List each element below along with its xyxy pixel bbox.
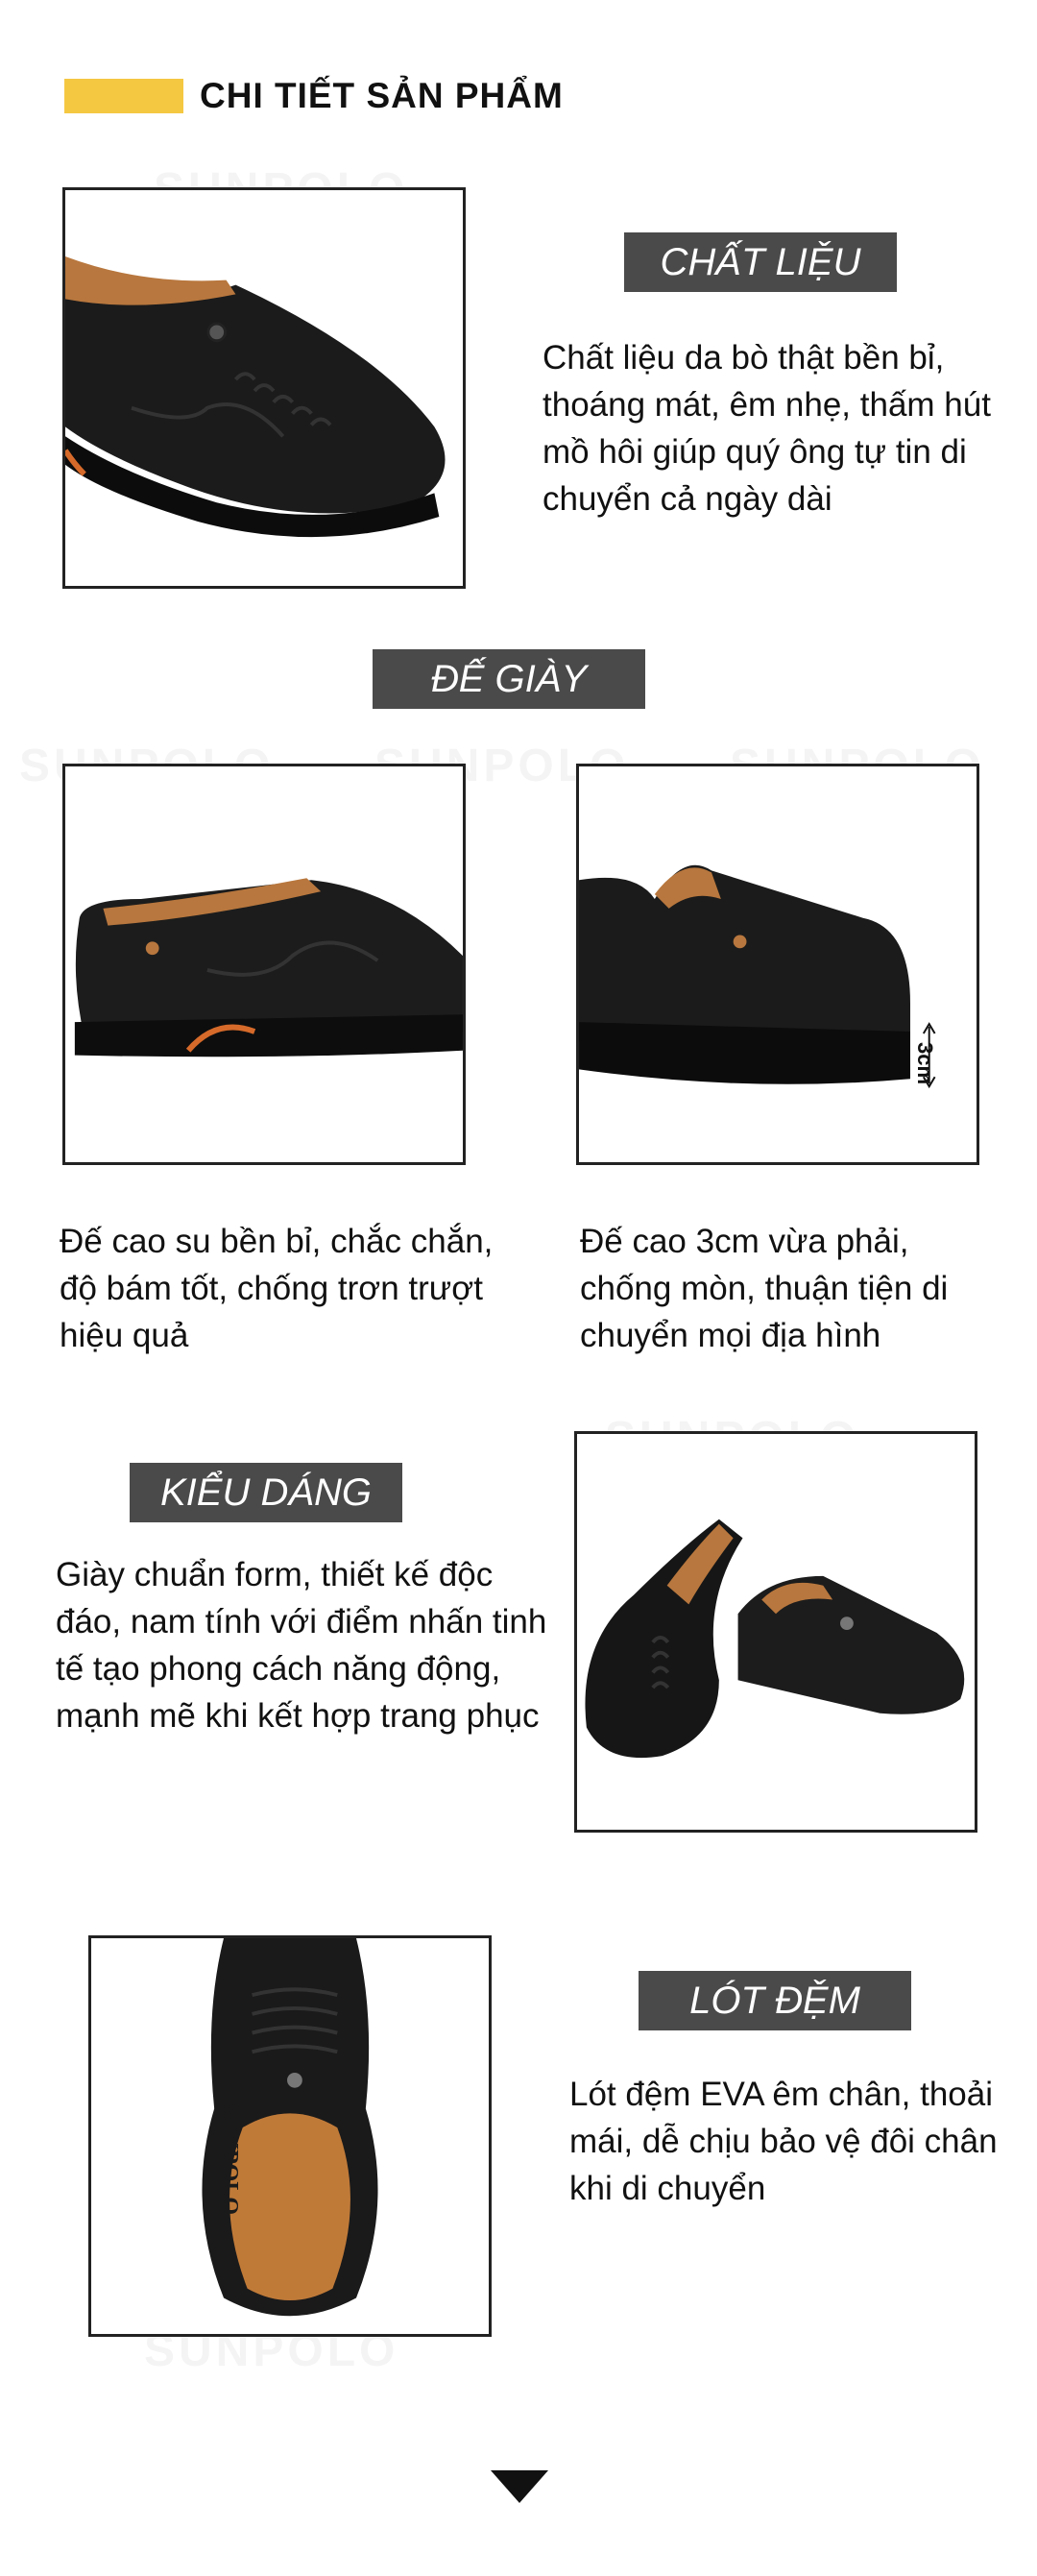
material-label: CHẤT LIỆU — [624, 232, 897, 292]
insole-photo — [88, 1935, 492, 2337]
shoe-pair-image — [577, 1434, 975, 1830]
header-accent-bar — [64, 79, 183, 113]
down-arrow-icon — [491, 2470, 548, 2503]
sole-side-photo — [62, 764, 466, 1165]
sole-height-mark: 3cm — [913, 1042, 937, 1085]
shoe-top-image — [91, 1938, 489, 2334]
style-label: KIỂU DÁNG — [130, 1463, 402, 1522]
sole-label: ĐẾ GIÀY — [373, 649, 645, 709]
style-photo — [574, 1431, 977, 1833]
shoe-side-image — [65, 766, 463, 1162]
sole-right-description: Đế cao 3cm vừa phải, chống mòn, thuận tiện di chuyển mọi địa hình — [580, 1223, 949, 1354]
material-description: Chất liệu da bò thật bền bỉ, thoáng mát, êm nhẹ, thấm hút mồ hôi giúp quý ông tự tin di chuyển cả ngày dài — [543, 339, 991, 518]
sole-left-description: Đế cao su bền bỉ, chắc chắn, độ bám tốt, chống trơn trượt hiệu quả — [60, 1223, 494, 1354]
insole-description: Lót đệm EVA êm chân, thoải mái, dễ chịu bảo vệ đôi chân khi di chuyển — [569, 2076, 998, 2207]
shoe-heel-image — [579, 766, 977, 1162]
insole-brand-print: SUNPOLO — [217, 2103, 242, 2216]
style-description: Giày chuẩn form, thiết kế độc đáo, nam tính với điểm nhấn tinh tế tạo phong cách năng động, mạnh mẽ khi kết hợp trang phục — [56, 1556, 547, 1735]
sole-height-photo — [576, 764, 979, 1165]
shoe-closeup-image — [65, 190, 463, 586]
material-photo — [62, 187, 466, 589]
insole-label: LÓT ĐỆM — [639, 1971, 911, 2030]
page-title: CHI TIẾT SẢN PHẨM — [200, 76, 564, 115]
